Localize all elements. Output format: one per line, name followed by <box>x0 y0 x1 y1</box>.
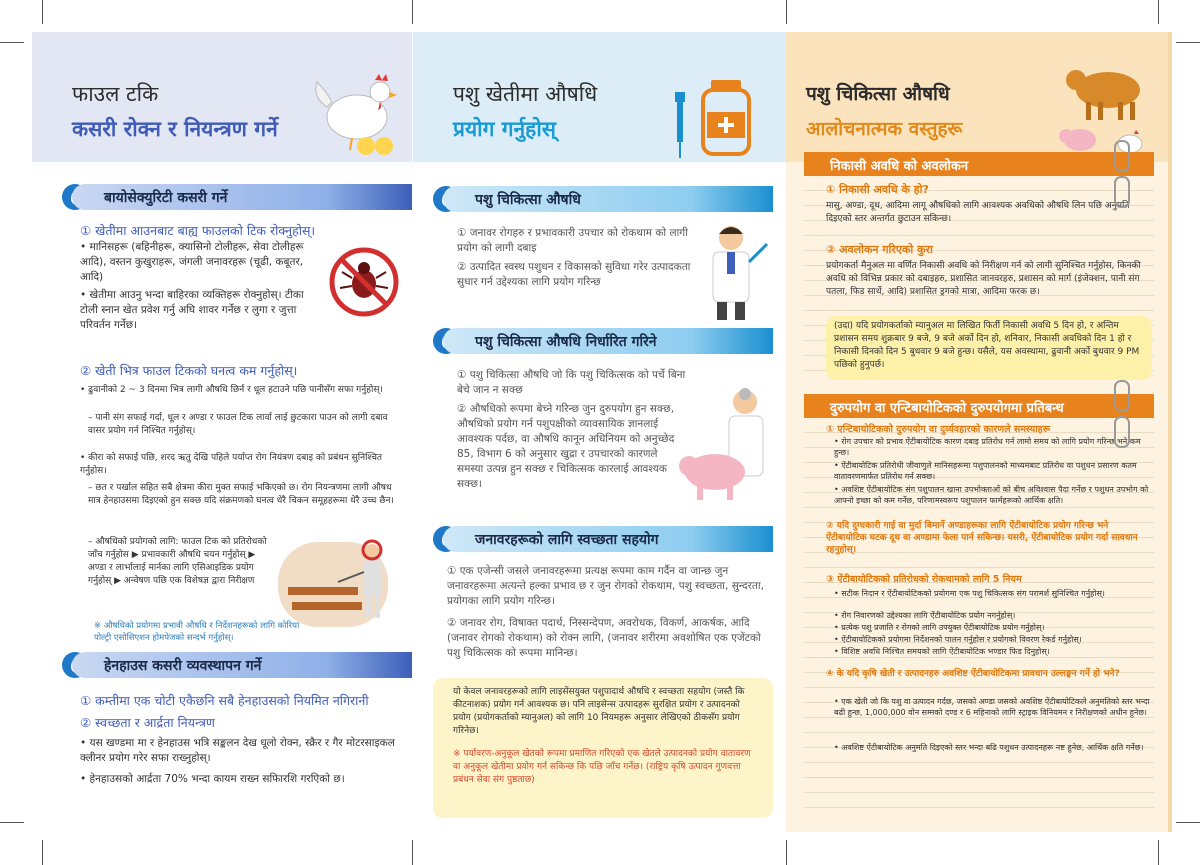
crop-mark <box>786 840 787 865</box>
example-text: (उदा) यदि प्रयोगकर्ताको म्यानुअल मा लिखित फिर्ती निकासी अवधि 5 दिन हो, र अन्तिम प्रशासन समय शुक्रबार 9 बजे, 9 बजे अर्को दिन हो, शनिवार, निकासी अवधिको दिन 1 हो र निकासी दिनको दिन 5 बुधवार 9 बजे हुन्छ। यसैले, यस अवस्थामा, ढुवानी अर्को बुधवार 9 PM पछिको हुनुपर्छ। <box>834 321 1140 370</box>
rule-item: • प्रत्येक पशु प्रजाति र रोगको लागि उपयुक्त ऐंटीबायोटिक प्रयोग गर्नुहोस्। <box>834 623 1045 632</box>
bullet-text: • अवशिष्ट ऐंटीबायोटिक संग पशुपालन खाना उपभोक्ताओं को बीच अविश्वास पैदा गर्नेछ र पशुधन उपभोग को आफ्नो इच्छा को कम गर्नेछ, परिणामस्वरूप पशुपालन फार्महरूको आर्थिक क्षति। <box>834 485 1149 505</box>
doctor-syringe-illustration <box>695 222 775 322</box>
crop-mark <box>1176 42 1200 43</box>
subheading: ③ ऐंटीबायोटिकको प्रतिरोधको रोकथामको लागि 5 नियम <box>826 574 1022 585</box>
panel1-title-line2: कसरी रोक्न र नियन्त्रण गर्ने <box>72 117 278 141</box>
vet-pig-illustration <box>675 382 780 502</box>
subheading: ② यदि दुग्धकारी गाई वा मुर्दा बिमार्ने अण्डाहरूका लागि ऐंटीबायोटिक प्रयोग गरिन्छ भने ऐंटीबायोटिक घटक दूध वा अण्डामा फेला पार्न सकिन्छ। यसरी, ऐंटीबायोटिक प्रयोग गर्दा सावधान रहनुहोस्। <box>826 521 1138 555</box>
bullet-text: • खेतीमा आउनु भन्दा बाहिरका व्यक्तिहरू रोक्नुहोस्। टीका टोली स्नान खेत प्रवेश गर्नु अघि शावर गर्नेछ र लुगा र जुत्ता परिवर्तन गर्नेछ। <box>80 289 304 331</box>
bullet-text: • कीरा को सफाई पछि, शरद ऋतु देखि पहिले पर्याप्त रोग नियंत्रण दबाइ को प्रबंधन सुनिश्चित गर्नुहोस। <box>80 453 383 476</box>
no-tick-icon <box>328 246 400 318</box>
binder-ring-icon <box>1114 140 1130 172</box>
item-text: ② उत्पादित स्वस्थ पशुधन र विकासको सुविधा गरेर उत्पादकता सुधार गर्न उद्देश्यका लागि प्रयोग गरिन्छ <box>457 261 691 288</box>
example-box <box>826 316 1152 380</box>
panel-fowl-tick <box>32 32 412 832</box>
panel2-title-line2: प्रयोग गर्नुहोस् <box>453 117 556 141</box>
section-heading: हेनहाउस कसरी व्यवस्थापन गर्ने <box>104 658 262 674</box>
crop-mark <box>1158 840 1159 865</box>
subheading: ② अवलोकन गरिएको कुरा <box>826 243 933 256</box>
bullet-text: • यस खण्डमा मा र हेनहाउस भत्रि सङ्कलन देख धूलो रोक्न, स्क्रैर र गैर मोटरसाइकल क्लीनर प्रयोग गरेर सफा राख्नुहोस्। <box>80 737 395 764</box>
crop-mark <box>786 0 787 24</box>
subheading: ② खेती भित्र फाउल टिकको घनत्व कम गर्नुहोस्। <box>80 363 298 378</box>
livestock-illustration <box>1046 54 1156 159</box>
item-text: ① एक एजेन्सी जसले जनावरहरूमा प्रत्यक्ष रूपमा काम गर्दैन वा जान्छ जुन जनावरहरूमा अत्यन्ते हल्का प्रभाव छ र जुन रोगको रोकथाम, पशु स्वच्छता, सुन्दरता, प्रयोगका लागि प्रयोग गरिन्छ। <box>447 565 764 607</box>
reference-note: ※ औषधिको प्रयोगमा प्रभावी औषधि र निर्देशनहरूको लागि कोरिया पोल्ट्री एसोसिएशन होमपेजको सन्दर्भ गर्नुहोस्। <box>94 621 300 643</box>
bullet-text: • रोग उपचार को प्रभाव ऐंटीबायोटिक कारण दबाइ प्रतिरोध गर्न लामो समय को लागि प्रयोग गरिन्छ भने कम हुन्छ। <box>834 437 1141 457</box>
rule-item: • विशिष्ट अवधि निश्चित समयको लागि ऐंटीबायोटिक भण्डार फिड दिनुहोस्। <box>834 647 1050 656</box>
crop-mark <box>412 0 413 24</box>
section-heading: बायोसेक्युरिटी कसरी गर्ने <box>104 190 228 206</box>
bullet-text: • ऐंटीबायोटिक प्रतिरोधी जीवाणुले मानिसहरूमा पशुपालनको माध्यमबाट प्रतिरोध वा पशुधन प्रसारण कतम वातावरणमार्फत प्रतिरोध गर्न सक्छ। <box>834 461 1137 481</box>
crop-mark <box>1176 822 1200 823</box>
item-text: ① जनावर रोगहरु र प्रभावकारी उपचार को रोकथाम को लागी प्रयोग को लागी दबाइ <box>457 227 688 254</box>
notice-box <box>433 678 773 818</box>
bullet-text: – पानी संग सफाई गर्दा, धूल र अण्डा र फाउल टिक लार्वा लाई छुटकारा पाउन को लागी दबाव वासर प्रयोग गर्न निश्चित गर्नुहोस्। <box>88 413 388 436</box>
binder-ring-icon <box>1114 176 1130 208</box>
panel3-title-line1: पशु चिकित्सा औषधि <box>806 83 950 105</box>
rule-item: • सटीक निदान र ऐंटीबायोटिकको प्रयोगमा एक पशु चिकित्सक संग परामर्श सुनिश्चित गर्नुहोस्। <box>834 589 1105 598</box>
subheading: ① निकासी अवधि के हो? <box>826 183 929 196</box>
panel3-header <box>786 32 1168 162</box>
section-bar-henhouse <box>72 652 412 678</box>
chicken-illustration <box>302 62 402 157</box>
panel1-header <box>32 32 412 162</box>
bullet-text: – छत र पर्खाल सहित सबै क्षेत्रमा कीरा मुक्त सफाई भकिएको छ। रोग नियन्त्रणमा लागी औषध मात्र हेनहाउसमा दिइएको हुन सक्छ यदि संक्रमणको घनत्व धेरै चिकन समूहहरूमा धेरै उच्च छैन। <box>88 483 394 506</box>
henhouse-spraying-illustration <box>278 532 403 632</box>
section-heading: निकासी अवधि को अवलोकन <box>830 159 969 174</box>
notice-text: यो केवल जनावरहरूको लागि लाइसेंसयुक्त पशुपादार्थ औषधि र स्वच्छता सहयोग (जस्तै कि कीटनाशक) प्रयोग गर्न आवश्यक छ। पनि लाइसेन्स उत्पादहरू सुरक्षित प्रयोग र उत्पादनको प्रयोग (प्रयोगकर्ताको म्यानुअल) को लागि 10 नियमहरू अनुसार लेखिएको ठीकसँग प्रयोग गरिनेछ। <box>453 687 745 736</box>
section-heading: पशु चिकित्सा औषधि <box>475 192 581 208</box>
crop-mark <box>0 822 24 823</box>
section-bar-withdrawal <box>804 152 1154 176</box>
panel3-title-line2: आलोचनात्मक वस्तुहरू <box>806 118 963 140</box>
body-text: मासु, अण्डा, दूध, आदिमा लागू औषधिको लागि आवश्यक अवधिको औषधि लिन पछि अनुमति दिइएको स्तर अन्तर्गत छुटाउन सकिन्छ। <box>826 201 1130 224</box>
bullet-text: • हेनहाउसको आर्द्रता 70% भन्दा कायम राख्न सफिारशि गरएिको छ। <box>80 773 345 785</box>
page-edge-strip <box>1168 32 1172 832</box>
rule-item: • ऐंटीबायोटिकको प्रयोगमा निर्देशनको पालन गर्नुहोस र प्रयोगको विवरण रेकर्ड गर्नुहोस्। <box>834 635 1082 644</box>
section-bar-prescribed <box>443 328 773 354</box>
panel1-title-line1: फाउल टकि <box>72 82 159 106</box>
section-bar-vet-medicine <box>443 186 773 212</box>
section-bar-antibiotic <box>804 394 1154 418</box>
bullet-text: • अवशिष्ट ऐंटीबायोटिक अनुमति दिइएको स्तर भन्दा बढि पशुधन उत्पादनहरू नष्ट हुनेछ, आर्थिक क्षति गर्नेछ। <box>834 743 1144 752</box>
rule-item: • रोग निवारणको उद्देश्यका लागि ऐंटीबायोटिक प्रयोग नगर्नुहोस्। <box>834 611 1016 620</box>
section-bar-biosecurity <box>72 184 412 210</box>
section-heading: दुरुपयोग वा एन्टिबायोटिकको दुरुपयोगमा प्रतिबन्ध <box>830 401 1064 416</box>
item-text: ① पशु चिकित्सा औषधि जो कि पशु चिकित्सक को पर्चे बिना बेचे जान न सक्छ <box>457 369 686 396</box>
binder-ring-icon <box>1114 416 1130 448</box>
subheading: ① खेतीमा आउनबाट बाह्य फाउलको टिक रोक्नुहोस्। <box>80 223 316 238</box>
body-text: प्रयोगकर्ता मैनुअल मा वर्णित निकासी अवधि को निरीक्षण गर्न को लागी सुनिश्चित गर्नुहोस, किनकी अवधि को विभिन्न प्रकार को दबाइहरु, प्रशासित जानवरहरु, प्रशासन को मार्ग (इंजेक्शन, पानी संग पतला, फिड सार्थे, आदि) प्रशासित ड्रगको मात्रा, आदिमा फरक छ। <box>826 261 1141 297</box>
section-bar-hygiene <box>443 526 773 552</box>
panel-critical-items <box>786 32 1168 832</box>
panel2-title-line1: पशु खेतीमा औषधि <box>453 82 598 106</box>
item-text: ② जनावर रोग, विषाक्त पदार्थ, निस्सन्देपण, अवरोधक, विकर्ण, आकर्षक, आदि (जनावर रोगको रोकथाम) को रोक्न लागि, (जनावर शरीरमा अवशोषित एक एजेंटको पशु चिकित्सक को रूपमा मानिन्छ। <box>447 617 761 659</box>
notice-text-red: ※ पर्यावरण-अनुकूल खेतको रूपमा प्रमाणित गरिएको एक खेतले उत्पादनको प्रयोग वातावरण वा अनुकूल खेतीमा प्रयोग गर्न सकिन्छ कि पछि जाँच गर्नेछ। (राष्ट्रिय कृषि उत्पादन गुणवत्ता प्रबंधन सेवा संग पुष्ठताछ) <box>453 749 751 785</box>
subheading: ① कम्तीमा एक चोटी एकैछनि सबै हेनहाउसको नियमित नगिरानी <box>80 693 369 708</box>
subheading: ④ के यदि कृषि खेती र उत्पादनहरु अवशिष्ट ऐंटीबायोटिकमा प्रावधान उल्लङ्घन गर्ने हो भने? <box>826 669 1120 679</box>
item-text: ② औषधिको रूपमा बेच्ने गरिन्छ जुन दुरुपयोग हुन सक्छ, औषधिको प्रयोग गर्न पशुपक्षीको व्यावसायिक ज्ञानलाई आवश्यक पर्दछ, वा औषधि कानून अधिनियम को अनुच्छेद 85, विभाग 6 को अनुसार खुद्रा र उपचारको कारणले समस्या उत्पन्न हुन सक्छ र चिकित्सक कारलाई आवश्यक सक्छ। <box>457 403 675 490</box>
panel2-header <box>413 32 786 162</box>
bullet-text: – औषधिको प्रयोगको लागि: फाउल टिक को प्रतिरोधको जाँच गर्नुहोस ▶ प्रभावकारी औषधि चयन गर्नुहोस् ▶ अण्डा र लार्भालाई मार्नका लागि एसिआइडिक प्रयोग गर्नुहोस् ▶ अन्वेषण पछि एक विशेषज्ञ द्वारा निरीक्षण <box>88 537 267 586</box>
bullet-text: • एक खेती जो कि पशु वा उत्पादन गर्दछ, जसको अण्डा जसको अवशिष्ट ऐंटीबायोटिकले अनुमतिको स्तर भन्दा बढी हुन्छ, 1,000,000 वोन सम्मको दण्ड र 6 महिनाको लागि स्ट्राइक विनियमन र निरीक्षणको अधीन हुनेछ। <box>834 697 1150 717</box>
section-heading: पशु चिकित्सा औषधि निर्धारित गरिने <box>475 334 657 350</box>
crop-mark <box>1158 0 1159 24</box>
crop-mark <box>42 840 43 865</box>
medicine-bottle-syringe-icon <box>663 72 763 162</box>
panel-use-medicine <box>413 32 786 832</box>
crop-mark <box>0 42 24 43</box>
bullet-text: • मानिसहरू (बहिनीहरू, क्यासिनो टोलीहरू, सेवा टोलीहरू आदि), वस्तन कुखुराहरू, जंगली जनावरहरू (चूढी, कबूतर, आदि) <box>80 241 304 283</box>
crop-mark <box>412 840 413 865</box>
subheading: ① एन्टिबायोटिकको दुरुपयोग वा दुर्व्यवहारको कारणले समस्याहरू <box>826 424 1051 435</box>
binder-ring-icon <box>1114 380 1130 412</box>
crop-mark <box>42 0 43 24</box>
subheading: ② स्वच्छता र आर्द्रता नियन्त्रण <box>80 715 215 730</box>
section-heading: जनावरहरूको लागि स्वच्छता सहयोग <box>475 532 659 548</box>
bullet-text: • ढुवानीको 2 ~ 3 दिनमा भित्र लागी औषधि छिर्न र धूल हटाउने पछि पानीसँग सफा गर्नुहोस्। <box>80 385 383 395</box>
